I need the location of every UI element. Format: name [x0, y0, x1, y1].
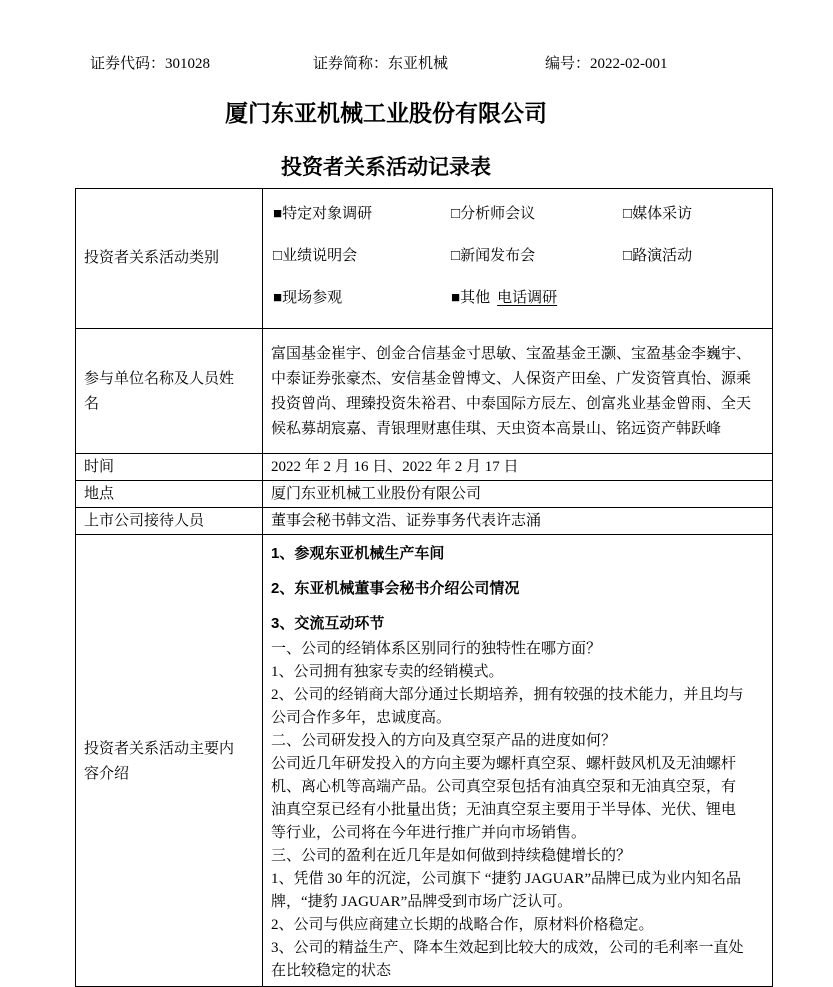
time-row [76, 454, 773, 481]
qa-answer: 3、公司的精益生产、降本生效起到比较大的成效，公司的毛利率一直处在比较稳定的状态 [271, 940, 744, 979]
location-row [76, 481, 773, 508]
checkbox-label: 新闻发布会 [460, 248, 536, 264]
agenda-item: 1、参观东亚机械生产车间 [271, 545, 445, 562]
form-title: 投资者关系活动记录表 [281, 156, 491, 179]
main-content-label: 投资者关系活动主要内容介绍 [76, 535, 263, 987]
activity-type-options [263, 189, 773, 329]
qa-answer: 1、公司拥有独家专卖的经销模式。 [271, 664, 504, 680]
qa-question: 一、公司的经销体系区别同行的独特性在哪方面？ [271, 641, 602, 657]
time-value: 2022 年 2 月 16 日、2022 年 2 月 17 日 [263, 454, 773, 481]
checkbox-label: 路演活动 [632, 248, 693, 264]
other-value: 电话调研 [497, 290, 558, 306]
qa-answer: 1、凭借 30 年的沉淀，公司旗下 “捷豹 JAGUAR”品牌已成为业内知名品牌，“捷豹 JAGUAR”品牌受到市场广泛认可。 [271, 871, 741, 910]
checkbox-label: 其他 [460, 290, 491, 306]
checkbox-empty-icon: □ [451, 206, 461, 222]
checkbox-label: 现场参观 [282, 290, 343, 306]
participants-value: 富国基金崔宇、创金合信基金寸思敏、宝盈基金王灏、宝盈基金李巍宇、中泰证券张豪杰、安信基金曾博文、人保资产田垒、广发资管真怡、源乘投资曾尚、理臻投资朱裕君、中泰国际方辰左、创富兆业基金曾雨、全天候私募胡宸嘉、青银理财惠佳琪、天虫资本高景山、铭远资产韩跃峰 [263, 329, 773, 454]
activity-type-row [76, 189, 773, 329]
agenda-item: 2、东亚机械董事会秘书介绍公司情况 [271, 580, 520, 597]
ir-record-table [75, 188, 773, 987]
checkbox-option [451, 202, 623, 226]
activity-type-label: 投资者关系活动类别 [76, 189, 263, 329]
checkbox-empty-icon: □ [273, 248, 283, 264]
checkbox-empty-icon: □ [623, 206, 633, 222]
location-value: 厦门东亚机械工业股份有限公司 [263, 481, 773, 508]
checkbox-filled-icon: ■ [451, 290, 461, 306]
location-label: 地点 [76, 481, 263, 508]
checkbox-label: 业绩说明会 [282, 248, 358, 264]
qa-question: 三、公司的盈利在近几年是如何做到持续稳健增长的？ [271, 848, 632, 864]
agenda-item: 3、交流互动环节 [271, 615, 385, 632]
qa-section [271, 638, 748, 983]
agenda-list [271, 543, 748, 635]
checkbox-option [273, 286, 451, 310]
checkbox-option [623, 244, 768, 268]
participants-row [76, 329, 773, 454]
qa-answer: 2、公司的经销商大部分通过长期培养，拥有较强的技术能力，并且均与公司合作多年，忠诚度高。 [271, 687, 744, 726]
checkbox-line [273, 286, 768, 310]
checkbox-option [451, 244, 623, 268]
main-content-value [263, 535, 773, 987]
checkbox-line [273, 202, 768, 226]
checkbox-option [623, 202, 768, 226]
document-meta [0, 53, 833, 75]
qa-question: 二、公司研发投入的方向及真空泵产品的进度如何？ [271, 733, 617, 749]
participants-label: 参与单位名称及人员姓名 [76, 329, 263, 454]
stock-name: 证券简称：东亚机械 [313, 56, 449, 72]
qa-answer: 公司近几年研发投入的方向主要为螺杆真空泵、螺杆鼓风机及无油螺杆机、离心机等高端产品。公司真空泵包括有油真空泵和无油真空泵，有油真空泵已经有小批量出货；无油真空泵主要用于半导体、光伏、锂电等行业，公司将在今年进行推广并向市场销售。 [271, 756, 737, 841]
reception-row [76, 508, 773, 535]
checkbox-option-other [451, 286, 623, 310]
company-title: 厦门东亚机械工业股份有限公司 [225, 100, 547, 126]
checkbox-filled-icon: ■ [273, 290, 283, 306]
checkbox-line [273, 244, 768, 268]
time-label: 时间 [76, 454, 263, 481]
doc-number: 编号：2022-02-001 [545, 56, 668, 72]
checkbox-empty-icon: □ [623, 248, 633, 264]
checkbox-option [273, 244, 451, 268]
qa-answer: 2、公司与供应商建立长期的战略合作，原材料价格稳定。 [271, 917, 654, 933]
checkbox-label: 特定对象调研 [282, 206, 373, 222]
main-content-row [76, 535, 773, 987]
stock-code: 证券代码：301028 [90, 56, 211, 72]
checkbox-label: 媒体采访 [632, 206, 693, 222]
reception-label: 上市公司接待人员 [76, 508, 263, 535]
checkbox-empty-icon: □ [451, 248, 461, 264]
checkbox-label: 分析师会议 [460, 206, 536, 222]
reception-value: 董事会秘书韩文浩、证券事务代表许志涌 [263, 508, 773, 535]
checkbox-option [273, 202, 451, 226]
checkbox-filled-icon: ■ [273, 206, 283, 222]
